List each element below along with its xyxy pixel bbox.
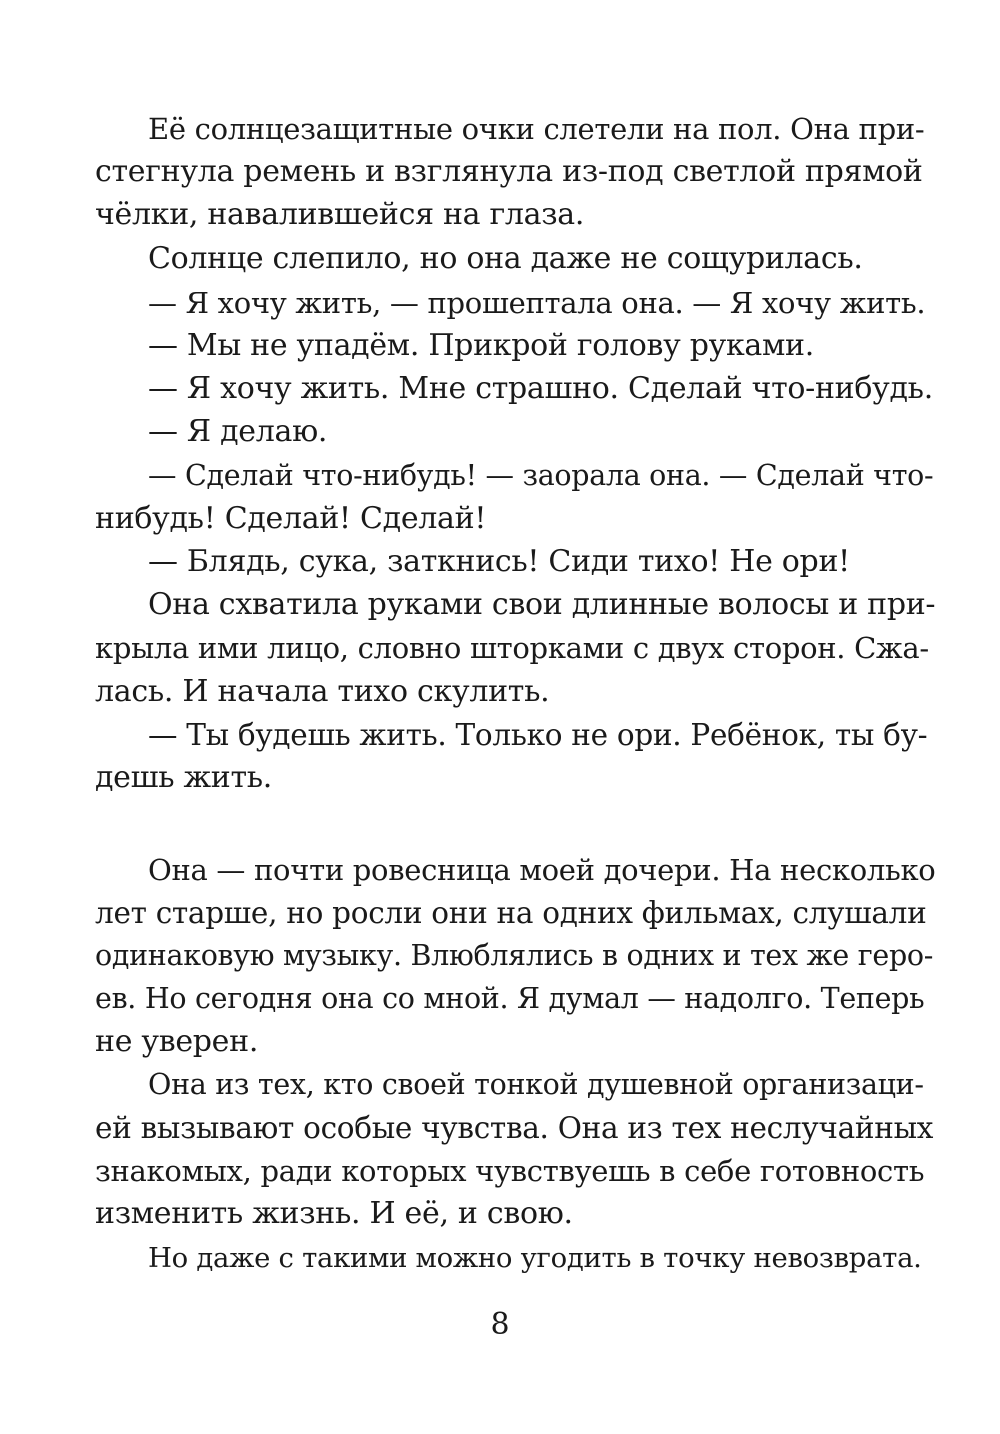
text-line: Она схватила руками свои длинные волосы и при- (148, 587, 936, 622)
text-line: — Сделай что-нибудь! — заорала она. — Сделай что- (148, 459, 934, 492)
text-line: Солнце слепило, но она даже не сощурилась. (148, 241, 863, 276)
text-line: крыла ими лицо, словно шторками с двух сторон. Сжа- (95, 631, 929, 665)
page-number: 8 (490, 1307, 510, 1342)
text-line: — Ты будешь жить. Только не ори. Ребёнок, ты бу- (148, 718, 928, 752)
text-line: стегнула ремень и взглянула из-под светлой прямой (95, 154, 923, 189)
text-line: не уверен. (95, 1024, 259, 1059)
text-line: ев. Но сегодня она со мной. Я думал — надолго. Теперь (95, 982, 925, 1015)
text-line: дешь жить. (95, 760, 273, 795)
text-line: Но даже с такими можно угодить в точку невозврата. (148, 1242, 922, 1274)
text-line: изменить жизнь. И её, и свою. (95, 1196, 573, 1231)
text-line: одинаковую музыку. Влюблялись в одних и тех же геро- (95, 939, 934, 972)
text-line: Она из тех, кто своей тонкой душевной организаци- (148, 1068, 924, 1101)
text-line: — Я делаю. (148, 414, 328, 449)
text-line: знакомых, ради которых чувствуешь в себе готовность (95, 1154, 925, 1188)
text-line: Её солнцезащитные очки слетели на пол. Она при- (148, 112, 925, 146)
text-line: — Я хочу жить, — прошептала она. — Я хочу жить. (148, 286, 926, 320)
text-line: лет старше, но росли они на одних фильмах, слушали (95, 896, 927, 930)
text-line: чёлки, навалившейся на глаза. (95, 197, 585, 232)
text-line: — Я хочу жить. Мне страшно. Сделай что-нибудь. (148, 371, 933, 406)
text-line: — Блядь, сука, заткнись! Сиди тихо! Не ори! (148, 544, 850, 579)
text-line: нибудь! Сделай! Сделай! (95, 501, 487, 536)
text-line: Она — почти ровесница моей дочери. На несколько (148, 853, 936, 887)
text-line: — Мы не упадём. Прикрой голову руками. (148, 328, 814, 363)
text-line: ей вызывают особые чувства. Она из тех неслучайных (95, 1111, 934, 1145)
text-line: лась. И начала тихо скулить. (95, 674, 550, 709)
